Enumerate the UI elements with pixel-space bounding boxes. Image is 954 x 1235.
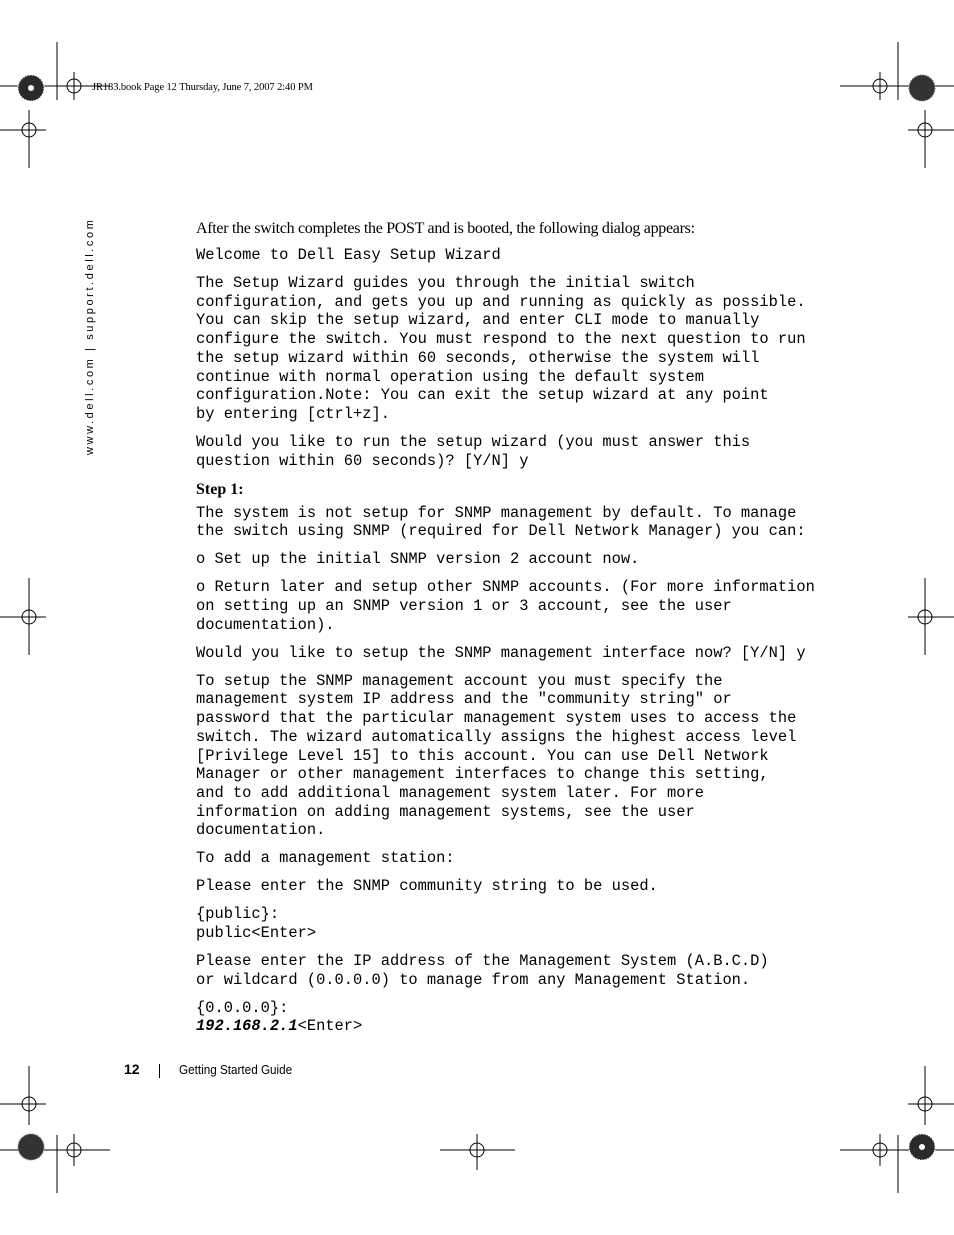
dialog-snmp-prompt: Would you like to setup the SNMP management interface now? [Y/N] y xyxy=(196,643,806,662)
dialog-community-prompt: Please enter the SNMP community string to be used. xyxy=(196,877,658,896)
dialog-option-later: o Return later and setup other SNMP accounts. (For more information on setting up an SNMP version 1 or 3 account, see the user documentation). xyxy=(196,578,815,634)
step-heading: Step 1: xyxy=(196,480,244,498)
side-url: www.dell.com | support.dell.com xyxy=(84,217,96,455)
dialog-ip-entry xyxy=(196,999,836,1036)
dialog-add-station: To add a management station: xyxy=(196,849,455,868)
dialog-wizard-description: The Setup Wizard guides you through the initial switch configuration, and gets you up and running as quickly as possible. You can skip the setup wizard, and enter CLI mode to manually configure the switch. You must respond to the next question to run the setup wizard within 60 seconds, otherwise the system will continue with normal operation using the default system configuration.Note: You can exit the setup wizard at any point by entering [ctrl+z]. xyxy=(196,274,806,423)
dialog-option-setup: o Set up the initial SNMP version 2 account now. xyxy=(196,550,640,569)
dialog-community-entry: {public}: public<Enter> xyxy=(196,905,317,943)
dialog-run-wizard-prompt: Would you like to run the setup wizard (you must answer this question within 60 seconds)? [Y/N] y xyxy=(196,432,751,470)
ip-default: {0.0.0.0}: xyxy=(196,998,289,1017)
footer-divider xyxy=(159,1064,160,1078)
page-content xyxy=(196,218,836,1036)
dialog-welcome: Welcome to Dell Easy Setup Wizard xyxy=(196,246,501,264)
intro-text: After the switch completes the POST and is booted, the following dialog appears: xyxy=(196,220,695,237)
ip-value: 192.168.2.1 xyxy=(196,1017,298,1036)
footer-title: Getting Started Guide xyxy=(179,1062,293,1077)
ip-enter: <Enter> xyxy=(297,1017,363,1036)
page-number: 12 xyxy=(124,1061,140,1077)
dialog-snmp-account-info: To setup the SNMP management account you must specify the management system IP address and the "community string" or password that the particular management system uses to access the switch. The wizard automatically assigns the highest access level [Privilege Level 15] to this account. You can use Dell Network Manager or other management interfaces to change this setting, and to add additional management system later. For more information on adding management systems, see the user documentation. xyxy=(196,671,797,840)
dialog-snmp-default: The system is not setup for SNMP management by default. To manage the switch using SNMP (required for Dell Network Manager) you can: xyxy=(196,503,806,541)
dialog-ip-prompt: Please enter the IP address of the Management System (A.B.C.D) or wildcard (0.0.0.0) to manage from any Management Station. xyxy=(196,952,769,989)
print-header: JR183.book Page 12 Thursday, June 7, 2007 2:40 PM xyxy=(92,82,313,93)
